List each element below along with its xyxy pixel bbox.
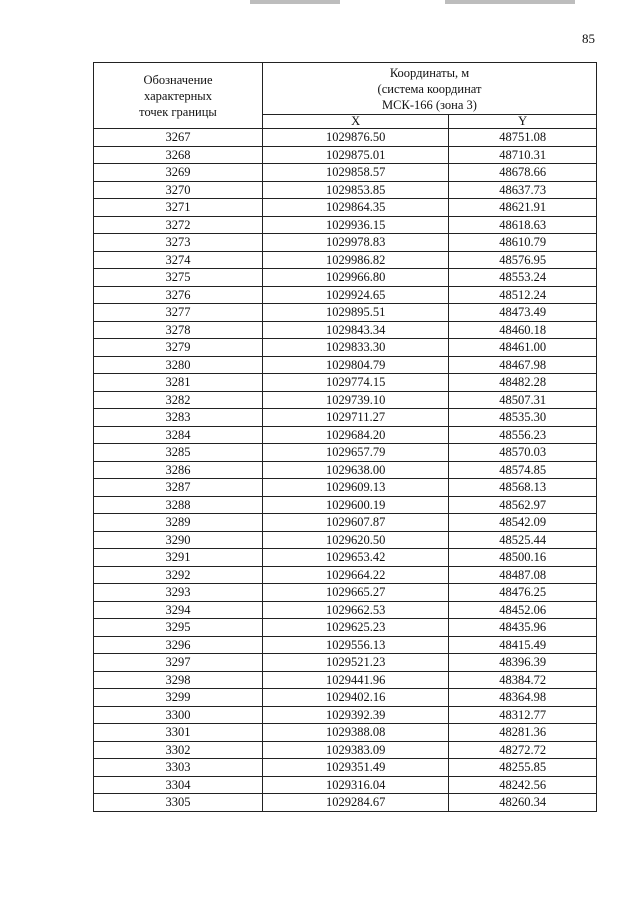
point-id: 3279 <box>94 339 263 357</box>
table-row <box>94 549 597 567</box>
point-id: 3295 <box>94 619 263 637</box>
coord-y: 48710.31 <box>449 146 597 164</box>
coord-x: 1029600.19 <box>263 496 449 514</box>
coord-y: 48473.49 <box>449 304 597 322</box>
coord-y: 48621.91 <box>449 199 597 217</box>
coord-x: 1029876.50 <box>263 129 449 147</box>
coord-x: 1029936.15 <box>263 216 449 234</box>
point-id: 3303 <box>94 759 263 777</box>
coord-x: 1029609.13 <box>263 479 449 497</box>
coord-x: 1029664.22 <box>263 566 449 584</box>
coord-y: 48542.09 <box>449 514 597 532</box>
table-row <box>94 339 597 357</box>
coord-y: 48556.23 <box>449 426 597 444</box>
point-id: 3302 <box>94 741 263 759</box>
table-row <box>94 234 597 252</box>
coord-x: 1029986.82 <box>263 251 449 269</box>
point-id: 3283 <box>94 409 263 427</box>
coord-x: 1029895.51 <box>263 304 449 322</box>
header-coords-line: (система координат <box>377 81 482 96</box>
coord-x: 1029351.49 <box>263 759 449 777</box>
table-row <box>94 356 597 374</box>
coord-x: 1029383.09 <box>263 741 449 759</box>
coord-y: 48678.66 <box>449 164 597 182</box>
point-id: 3305 <box>94 794 263 812</box>
table-row <box>94 286 597 304</box>
coord-y: 48570.03 <box>449 444 597 462</box>
point-id: 3268 <box>94 146 263 164</box>
point-id: 3282 <box>94 391 263 409</box>
header-y: Y <box>449 115 597 129</box>
table-row <box>94 741 597 759</box>
coord-y: 48272.72 <box>449 741 597 759</box>
point-id: 3271 <box>94 199 263 217</box>
point-id: 3304 <box>94 776 263 794</box>
coord-y: 48618.63 <box>449 216 597 234</box>
coord-x: 1029657.79 <box>263 444 449 462</box>
header-points <box>94 63 263 129</box>
coord-x: 1029739.10 <box>263 391 449 409</box>
header-points-line: точек границы <box>139 104 217 119</box>
table-row <box>94 514 597 532</box>
table-row <box>94 654 597 672</box>
table-row <box>94 759 597 777</box>
header-coordinates <box>263 63 597 115</box>
coord-x: 1029665.27 <box>263 584 449 602</box>
coord-x: 1029843.34 <box>263 321 449 339</box>
coord-y: 48461.00 <box>449 339 597 357</box>
coord-x: 1029864.35 <box>263 199 449 217</box>
point-id: 3286 <box>94 461 263 479</box>
scan-artifact-left <box>250 0 340 4</box>
table-row <box>94 601 597 619</box>
point-id: 3290 <box>94 531 263 549</box>
point-id: 3301 <box>94 724 263 742</box>
coord-x: 1029316.04 <box>263 776 449 794</box>
coord-y: 48255.85 <box>449 759 597 777</box>
table-row <box>94 794 597 812</box>
coord-y: 48500.16 <box>449 549 597 567</box>
coord-y: 48452.06 <box>449 601 597 619</box>
coord-y: 48525.44 <box>449 531 597 549</box>
point-id: 3280 <box>94 356 263 374</box>
coord-x: 1029711.27 <box>263 409 449 427</box>
coord-y: 48562.97 <box>449 496 597 514</box>
header-coords-line: МСК-166 (зона 3) <box>382 97 477 112</box>
table-body <box>94 129 597 812</box>
coord-y: 48312.77 <box>449 706 597 724</box>
point-id: 3287 <box>94 479 263 497</box>
table-row <box>94 216 597 234</box>
table-row <box>94 181 597 199</box>
coord-x: 1029774.15 <box>263 374 449 392</box>
coord-x: 1029521.23 <box>263 654 449 672</box>
coord-x: 1029924.65 <box>263 286 449 304</box>
coord-y: 48460.18 <box>449 321 597 339</box>
coord-x: 1029662.53 <box>263 601 449 619</box>
coord-x: 1029620.50 <box>263 531 449 549</box>
point-id: 3293 <box>94 584 263 602</box>
coordinates-table <box>93 62 597 812</box>
coord-y: 48512.24 <box>449 286 597 304</box>
table-row <box>94 776 597 794</box>
coord-y: 48467.98 <box>449 356 597 374</box>
table-row <box>94 566 597 584</box>
point-id: 3273 <box>94 234 263 252</box>
point-id: 3278 <box>94 321 263 339</box>
page-number: 85 <box>582 31 595 46</box>
point-id: 3274 <box>94 251 263 269</box>
point-id: 3270 <box>94 181 263 199</box>
coord-y: 48751.08 <box>449 129 597 147</box>
table-row <box>94 444 597 462</box>
point-id: 3275 <box>94 269 263 287</box>
point-id: 3285 <box>94 444 263 462</box>
point-id: 3297 <box>94 654 263 672</box>
coord-x: 1029966.80 <box>263 269 449 287</box>
coord-y: 48396.39 <box>449 654 597 672</box>
coord-y: 48384.72 <box>449 671 597 689</box>
point-id: 3272 <box>94 216 263 234</box>
header-x: X <box>263 115 449 129</box>
point-id: 3267 <box>94 129 263 147</box>
table-row <box>94 496 597 514</box>
point-id: 3281 <box>94 374 263 392</box>
point-id: 3299 <box>94 689 263 707</box>
table-row <box>94 689 597 707</box>
point-id: 3269 <box>94 164 263 182</box>
coord-x: 1029684.20 <box>263 426 449 444</box>
coord-y: 48553.24 <box>449 269 597 287</box>
coord-y: 48435.96 <box>449 619 597 637</box>
header-points-line: характерных <box>144 88 212 103</box>
coord-y: 48364.98 <box>449 689 597 707</box>
coord-x: 1029625.23 <box>263 619 449 637</box>
coord-x: 1029978.83 <box>263 234 449 252</box>
coord-x: 1029388.08 <box>263 724 449 742</box>
table-row <box>94 461 597 479</box>
point-id: 3298 <box>94 671 263 689</box>
table-row <box>94 409 597 427</box>
coord-y: 48637.73 <box>449 181 597 199</box>
table-row <box>94 269 597 287</box>
point-id: 3291 <box>94 549 263 567</box>
point-id: 3288 <box>94 496 263 514</box>
table-row <box>94 531 597 549</box>
table-row <box>94 636 597 654</box>
table-row <box>94 374 597 392</box>
coord-x: 1029833.30 <box>263 339 449 357</box>
coord-y: 48574.85 <box>449 461 597 479</box>
point-id: 3289 <box>94 514 263 532</box>
coord-y: 48415.49 <box>449 636 597 654</box>
coord-x: 1029284.67 <box>263 794 449 812</box>
table-row <box>94 304 597 322</box>
table-row <box>94 671 597 689</box>
table-row <box>94 426 597 444</box>
table-row <box>94 584 597 602</box>
table-row <box>94 146 597 164</box>
coord-y: 48242.56 <box>449 776 597 794</box>
table-row <box>94 251 597 269</box>
table-row <box>94 706 597 724</box>
coord-x: 1029556.13 <box>263 636 449 654</box>
table-row <box>94 619 597 637</box>
point-id: 3300 <box>94 706 263 724</box>
table-row <box>94 199 597 217</box>
coord-y: 48535.30 <box>449 409 597 427</box>
scan-artifact-right <box>445 0 575 4</box>
coord-x: 1029638.00 <box>263 461 449 479</box>
point-id: 3284 <box>94 426 263 444</box>
table-row <box>94 479 597 497</box>
coord-y: 48568.13 <box>449 479 597 497</box>
table-row <box>94 129 597 147</box>
coord-x: 1029392.39 <box>263 706 449 724</box>
table-row <box>94 321 597 339</box>
point-id: 3277 <box>94 304 263 322</box>
coord-y: 48476.25 <box>449 584 597 602</box>
coord-x: 1029441.96 <box>263 671 449 689</box>
coord-y: 48610.79 <box>449 234 597 252</box>
coord-x: 1029875.01 <box>263 146 449 164</box>
coord-y: 48576.95 <box>449 251 597 269</box>
table-row <box>94 391 597 409</box>
coord-x: 1029804.79 <box>263 356 449 374</box>
coord-y: 48260.34 <box>449 794 597 812</box>
coord-x: 1029402.16 <box>263 689 449 707</box>
header-coords-line: Координаты, м <box>389 65 470 80</box>
point-id: 3276 <box>94 286 263 304</box>
point-id: 3296 <box>94 636 263 654</box>
table-row <box>94 724 597 742</box>
coord-x: 1029853.85 <box>263 181 449 199</box>
table-row <box>94 164 597 182</box>
coord-y: 48507.31 <box>449 391 597 409</box>
coord-x: 1029858.57 <box>263 164 449 182</box>
coord-y: 48281.36 <box>449 724 597 742</box>
point-id: 3292 <box>94 566 263 584</box>
coord-x: 1029607.87 <box>263 514 449 532</box>
coord-x: 1029653.42 <box>263 549 449 567</box>
header-points-line: Обозначение <box>143 72 213 87</box>
coord-y: 48487.08 <box>449 566 597 584</box>
coord-y: 48482.28 <box>449 374 597 392</box>
point-id: 3294 <box>94 601 263 619</box>
